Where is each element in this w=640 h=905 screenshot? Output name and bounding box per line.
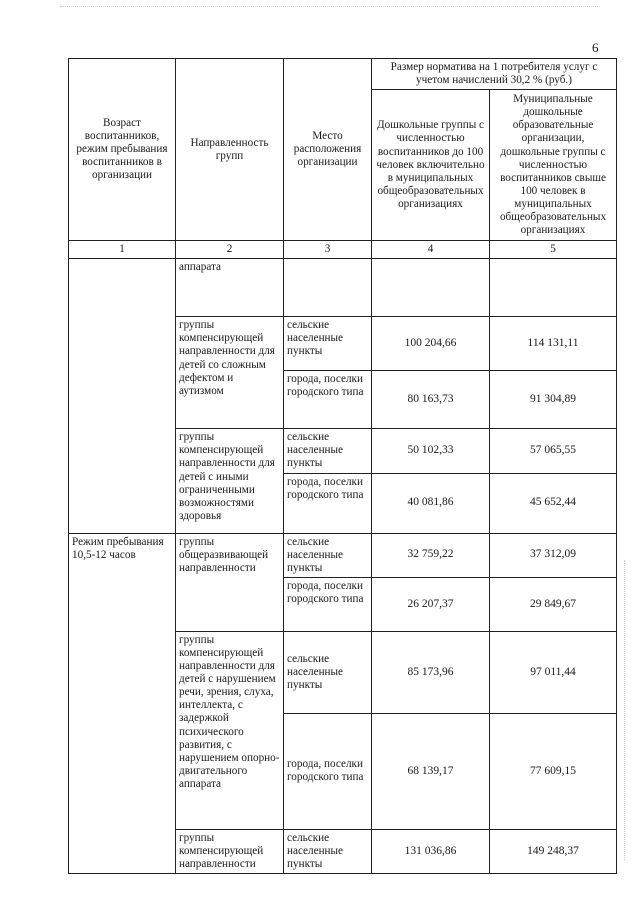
- location-urban: города, поселки городского типа: [284, 473, 372, 533]
- group-continuation: аппарата: [176, 259, 284, 317]
- page-number: 6: [592, 40, 599, 55]
- column-number-3: 3: [284, 241, 372, 259]
- header-age-mode: Возраст воспитанников, режим пребывания воспитанников в организации: [69, 59, 176, 241]
- value-empty-5: [490, 259, 617, 317]
- value-cell: 100 204,66: [372, 317, 490, 371]
- location-rural: сельские населенные пункты: [284, 533, 372, 577]
- header-col5: Муниципальные дошкольные образовательные организации, дошкольные группы с численностью воспитанников свыше 100 человек в муниципальных общеобразовательных организациях: [490, 90, 617, 241]
- location-urban: города, поселки городского типа: [284, 713, 372, 829]
- header-col4: Дошкольные группы с численностью воспитанников до 100 человек включительно в муниципальных общеобразовательных организациях: [372, 90, 490, 241]
- location-rural: сельские населенные пункты: [284, 829, 372, 873]
- value-cell: 97 011,44: [490, 631, 617, 713]
- group-autism: группы компенсирующей направленности для детей со сложным дефектом и аутизмом: [176, 317, 284, 429]
- column-number-2: 2: [176, 241, 284, 259]
- location-rural: сельские населенные пункты: [284, 429, 372, 473]
- value-cell: 85 173,96: [372, 631, 490, 713]
- value-cell: 57 065,55: [490, 429, 617, 473]
- value-cell: 45 652,44: [490, 473, 617, 533]
- value-cell: 131 036,86: [372, 829, 490, 873]
- group-other-limitations: группы компенсирующей направленности для детей с иными ограниченными возможностями здоровья: [176, 429, 284, 533]
- value-empty-4: [372, 259, 490, 317]
- group-speech-vision-hearing: группы компенсирующей направленности для детей с нарушением речи, зрения, слуха, интеллекта, с задержкой психического развития, с нарушением опорно-двигательного аппарата: [176, 631, 284, 829]
- group-general: группы общеразвивающей направленности: [176, 533, 284, 631]
- mode-cell-previous: [69, 259, 176, 533]
- value-cell: 68 139,17: [372, 713, 490, 829]
- location-rural: сельские населенные пункты: [284, 317, 372, 371]
- value-cell: 29 849,67: [490, 577, 617, 631]
- mode-10-12-hours: Режим пребывания 10,5-12 часов: [69, 533, 176, 874]
- value-cell: 149 248,37: [490, 829, 617, 873]
- scan-right-edge: [624, 560, 633, 860]
- value-cell: 91 304,89: [490, 371, 617, 429]
- value-cell: 40 081,86: [372, 473, 490, 533]
- group-compensating-last: группы компенсирующей направленности: [176, 829, 284, 873]
- value-cell: 50 102,33: [372, 429, 490, 473]
- value-cell: 37 312,09: [490, 533, 617, 577]
- header-direction: Направленность групп: [176, 59, 284, 241]
- value-cell: 114 131,11: [490, 317, 617, 371]
- value-cell: 32 759,22: [372, 533, 490, 577]
- value-cell: 80 163,73: [372, 371, 490, 429]
- norm-table: [68, 58, 617, 874]
- location-empty: [284, 259, 372, 317]
- column-number-5: 5: [490, 241, 617, 259]
- location-rural: сельские населенные пункты: [284, 631, 372, 713]
- location-urban: города, поселки городского типа: [284, 371, 372, 429]
- location-urban: города, поселки городского типа: [284, 577, 372, 631]
- scan-top-edge: [60, 6, 600, 8]
- column-number-4: 4: [372, 241, 490, 259]
- header-location: Место расположения организации: [284, 59, 372, 241]
- value-cell: 26 207,37: [372, 577, 490, 631]
- column-number-1: 1: [69, 241, 176, 259]
- header-norm-title: Размер норматива на 1 потребителя услуг с учетом начислений 30,2 % (руб.): [372, 59, 617, 90]
- value-cell: 77 609,15: [490, 713, 617, 829]
